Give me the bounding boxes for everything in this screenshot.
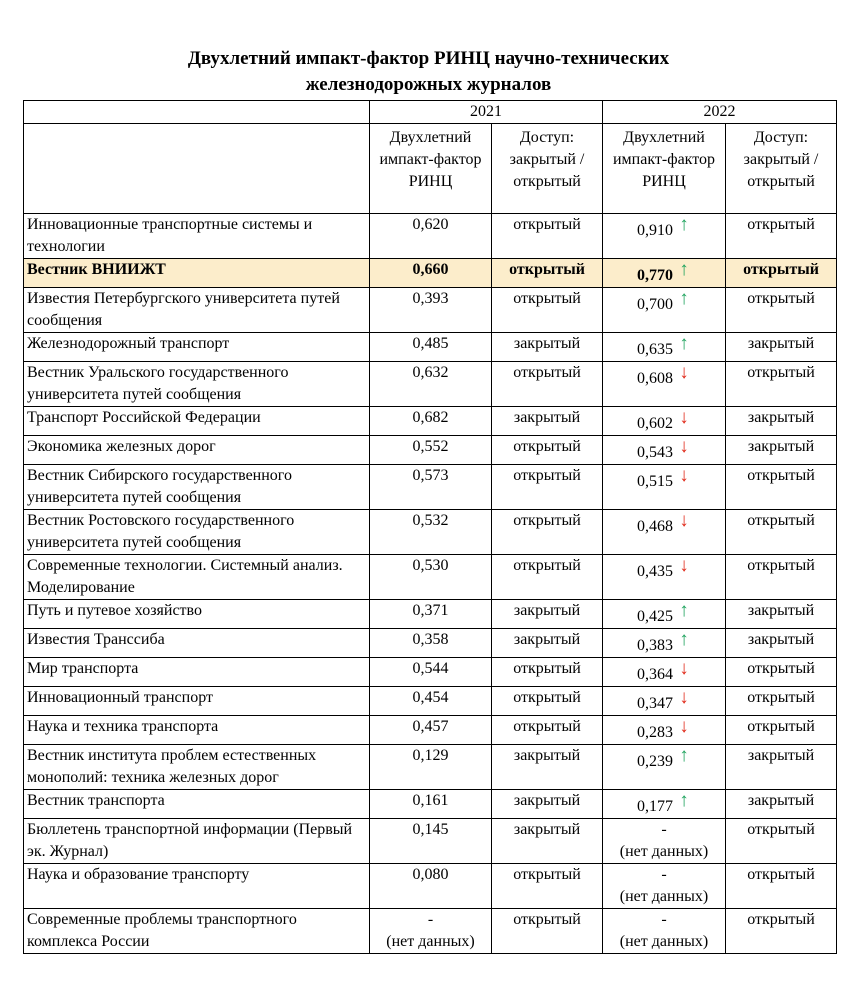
access-2021-cell (492, 407, 603, 436)
access-2022-value: закрытый (747, 792, 815, 809)
access-2021-value: открытый (513, 660, 581, 677)
if-2022-value: 0,425 (637, 608, 673, 625)
access-2022-value: открытый (747, 689, 815, 706)
access-2021-cell (492, 687, 603, 716)
journal-name: Вестник Ростовского государственного университета путей сообщения (27, 512, 295, 551)
title-line-2: железнодорожных журналов (305, 74, 552, 95)
if-2021-cell (370, 259, 492, 288)
if-2021-value: 0,620 (412, 216, 449, 233)
if-2021-header: Двухлетний импакт-фактор РИНЦ (370, 124, 492, 214)
access-2022-value: открытый (747, 364, 815, 381)
arrow-up-icon (677, 333, 691, 355)
if-2021-cell (370, 658, 492, 687)
access-2021-value: закрытый (513, 335, 581, 352)
if-2022-cell (603, 687, 726, 716)
if-2022-cell (603, 658, 726, 687)
access-2022-value: открытый (747, 467, 815, 484)
access-2021-value: открытый (513, 216, 581, 233)
if-2022-value: 0,608 (637, 370, 673, 387)
table-row (24, 790, 837, 819)
access-2021-value: открытый (513, 290, 581, 307)
if-2022-cell (603, 790, 726, 819)
table-row (24, 864, 837, 909)
if-2022-value: 0,177 (637, 798, 673, 815)
if-2022-value: 0,700 (637, 296, 673, 313)
arrow-down-icon (677, 510, 691, 532)
access-2022-value: закрытый (747, 747, 815, 764)
table-row (24, 333, 837, 362)
if-2022-cell (603, 629, 726, 658)
if-2021-cell (370, 333, 492, 362)
if-2022-value: - (661, 911, 667, 928)
journal-name-cell (24, 819, 370, 864)
journal-name-cell (24, 716, 370, 745)
access-2021-cell (492, 362, 603, 407)
if-2021-cell (370, 465, 492, 510)
journal-name-cell (24, 909, 370, 954)
access-2022-cell (726, 362, 837, 407)
access-2021-cell (492, 510, 603, 555)
access-2021-cell (492, 716, 603, 745)
empty-subheader-cell (24, 124, 370, 214)
table-row (24, 510, 837, 555)
journal-name-cell (24, 333, 370, 362)
access-2022-cell (726, 333, 837, 362)
access-2022-value: открытый (747, 866, 815, 883)
access-2021-value: открытый (513, 467, 581, 484)
if-2022-value: 0,770 (637, 267, 673, 284)
access-2022-cell (726, 600, 837, 629)
table-row (24, 436, 837, 465)
if-2021-value: 0,682 (412, 409, 449, 426)
access-2021-value: закрытый (513, 409, 581, 426)
year-2021-header: 2021 (370, 101, 603, 124)
access-2021-value: открытый (513, 911, 581, 928)
access-2022-cell (726, 407, 837, 436)
if-2022-cell (603, 259, 726, 288)
access-2022-cell (726, 510, 837, 555)
if-2022-value: 0,239 (637, 753, 673, 770)
access-2022-cell (726, 465, 837, 510)
access-2021-cell (492, 819, 603, 864)
arrow-down-icon (677, 407, 691, 429)
arrow-down-icon (677, 436, 691, 458)
if-2021-cell (370, 745, 492, 790)
journal-name-cell (24, 864, 370, 909)
if-2021-cell (370, 510, 492, 555)
access-2022-cell (726, 687, 837, 716)
access-2022-value: закрытый (747, 602, 815, 619)
if-2022-cell (603, 465, 726, 510)
if-2021-value: 0,371 (412, 602, 449, 619)
if-2022-cell (603, 510, 726, 555)
access-2021-value: открытый (513, 689, 581, 706)
arrow-down-icon (677, 658, 691, 680)
table-row (24, 362, 837, 407)
table-row (24, 909, 837, 954)
access-2021-cell (492, 909, 603, 954)
access-2022-cell (726, 629, 837, 658)
if-2021-cell (370, 864, 492, 909)
journal-name: Транспорт Российской Федерации (27, 409, 261, 426)
access-2021-value: закрытый (513, 631, 581, 648)
if-2022-cell (603, 600, 726, 629)
if-2021-cell (370, 819, 492, 864)
if-2021-value: 0,485 (412, 335, 449, 352)
journal-name-cell (24, 687, 370, 716)
no-data-note: (нет данных) (619, 843, 709, 860)
if-2021-value: 0,080 (412, 866, 449, 883)
if-2021-value: 0,552 (412, 438, 449, 455)
access-2021-value: открытый (513, 866, 581, 883)
access-2022-value: открытый (743, 261, 819, 278)
subheader-row (24, 124, 837, 214)
journals-table (23, 100, 837, 954)
journal-name: Наука и образование транспорту (27, 866, 250, 883)
if-2022-cell (603, 745, 726, 790)
table-row (24, 288, 837, 333)
access-2021-value: закрытый (513, 821, 581, 838)
arrow-up-icon (677, 259, 691, 281)
journal-name-cell (24, 259, 370, 288)
table-row (24, 214, 837, 259)
table-row (24, 716, 837, 745)
access-2021-cell (492, 745, 603, 790)
if-2021-value: 0,457 (412, 718, 449, 735)
access-2021-cell (492, 555, 603, 600)
if-2022-value: 0,347 (637, 695, 673, 712)
journal-name: Современные технологии. Системный анализ. Моделирование (27, 557, 343, 596)
access-2022-cell (726, 288, 837, 333)
access-2022-value: открытый (747, 718, 815, 735)
if-2022-cell (603, 819, 726, 864)
journal-name: Бюллетень транспортной информации (Первый эк. Журнал) (27, 821, 353, 860)
no-data-note: (нет данных) (619, 888, 709, 905)
if-2021-cell (370, 214, 492, 259)
empty-header-cell (24, 101, 370, 124)
if-2022-value: 0,635 (637, 341, 673, 358)
table-row (24, 658, 837, 687)
journal-name: Инновационный транспорт (27, 689, 213, 706)
access-2021-cell (492, 658, 603, 687)
if-2021-value: 0,145 (412, 821, 449, 838)
access-2021-cell (492, 465, 603, 510)
access-2022-value: открытый (747, 821, 815, 838)
access-2022-cell (726, 909, 837, 954)
journal-name: Наука и техника транспорта (27, 718, 219, 735)
if-2021-value: 0,129 (412, 747, 449, 764)
if-2021-cell (370, 288, 492, 333)
if-2022-header: Двухлетний импакт-фактор РИНЦ (603, 124, 726, 214)
if-2022-value: - (661, 866, 667, 883)
arrow-down-icon (677, 687, 691, 709)
if-2022-value: 0,435 (637, 563, 673, 580)
journal-name-cell (24, 790, 370, 819)
access-2022-cell (726, 864, 837, 909)
if-2022-cell (603, 362, 726, 407)
journal-name: Мир транспорта (27, 660, 139, 677)
journal-name: Современные проблемы транспортного комплекса России (27, 911, 297, 950)
access-2021-cell (492, 259, 603, 288)
if-2022-cell (603, 716, 726, 745)
if-2021-cell (370, 600, 492, 629)
table-row (24, 600, 837, 629)
access-2022-value: открытый (747, 512, 815, 529)
if-2021-value: 0,544 (412, 660, 449, 677)
journal-name: Инновационные транспортные системы и технологии (27, 216, 313, 255)
arrow-up-icon (677, 288, 691, 310)
journal-name-cell (24, 555, 370, 600)
access-2022-value: открытый (747, 216, 815, 233)
if-2022-cell (603, 555, 726, 600)
access-2022-cell (726, 745, 837, 790)
table-row (24, 259, 837, 288)
arrow-up-icon (677, 629, 691, 651)
journal-rows (24, 214, 837, 954)
access-2022-value: закрытый (747, 335, 815, 352)
if-2021-cell (370, 362, 492, 407)
journal-name: Известия Петербургского университета путей сообщения (27, 290, 340, 329)
if-2021-cell (370, 687, 492, 716)
access-2021-cell (492, 864, 603, 909)
if-2021-cell (370, 716, 492, 745)
if-2021-cell (370, 407, 492, 436)
arrow-up-icon (677, 600, 691, 622)
if-2022-value: 0,910 (637, 222, 673, 239)
journal-name-cell (24, 658, 370, 687)
access-2022-cell (726, 259, 837, 288)
if-2021-value: 0,532 (412, 512, 449, 529)
access-2022-value: открытый (747, 660, 815, 677)
if-2022-cell (603, 436, 726, 465)
access-2022-value: закрытый (747, 631, 815, 648)
access-2022-cell (726, 436, 837, 465)
arrow-down-icon (677, 362, 691, 384)
access-2022-value: закрытый (747, 438, 815, 455)
arrow-down-icon (677, 716, 691, 738)
if-2021-cell (370, 909, 492, 954)
if-2021-cell (370, 629, 492, 658)
no-data-note: (нет данных) (386, 933, 475, 950)
access-2022-cell (726, 819, 837, 864)
page-title (0, 46, 857, 98)
access-2022-value: открытый (747, 290, 815, 307)
if-2022-value: 0,383 (637, 637, 673, 654)
access-2022-cell (726, 658, 837, 687)
access-2022-cell (726, 214, 837, 259)
table-row (24, 629, 837, 658)
journal-name: Вестник ВНИИЖТ (27, 261, 166, 278)
access-2022-value: закрытый (747, 409, 815, 426)
if-2022-cell (603, 864, 726, 909)
if-2022-value: 0,283 (637, 724, 673, 741)
access-2021-value: открытый (513, 364, 581, 381)
journal-name: Известия Транссиба (27, 631, 165, 648)
arrow-up-icon (677, 214, 691, 236)
if-2021-value: 0,161 (412, 792, 449, 809)
table-row (24, 819, 837, 864)
journal-name: Экономика железных дорог (27, 438, 216, 455)
access-2021-cell (492, 629, 603, 658)
arrow-up-icon (677, 790, 691, 812)
journal-name: Вестник Уральского государственного университета путей сообщения (27, 364, 289, 403)
arrow-up-icon (677, 745, 691, 767)
journal-name-cell (24, 214, 370, 259)
if-2021-value: - (427, 911, 434, 928)
table-row (24, 407, 837, 436)
journal-name-cell (24, 407, 370, 436)
if-2022-cell (603, 288, 726, 333)
journal-name: Путь и путевое хозяйство (27, 602, 202, 619)
access-2022-cell (726, 716, 837, 745)
access-2021-cell (492, 214, 603, 259)
table-row (24, 745, 837, 790)
journal-name-cell (24, 465, 370, 510)
table-row (24, 465, 837, 510)
journal-name-cell (24, 510, 370, 555)
if-2022-cell (603, 333, 726, 362)
arrow-down-icon (677, 555, 691, 577)
if-2022-cell (603, 214, 726, 259)
if-2022-value: 0,468 (637, 518, 673, 535)
access-2021-header: Доступ: закрытый / открытый (492, 124, 603, 214)
access-2021-value: открытый (513, 512, 581, 529)
if-2021-value: 0,393 (412, 290, 449, 307)
access-2021-value: открытый (509, 261, 585, 278)
journal-name-cell (24, 600, 370, 629)
if-2022-value: 0,602 (637, 415, 673, 432)
access-2021-value: открытый (513, 557, 581, 574)
journal-name-cell (24, 745, 370, 790)
access-2021-value: открытый (513, 718, 581, 735)
if-2022-value: 0,364 (637, 666, 673, 683)
table-row (24, 687, 837, 716)
if-2022-value: 0,515 (637, 473, 673, 490)
journal-name: Вестник Сибирского государственного университета путей сообщения (27, 467, 292, 506)
access-2021-cell (492, 436, 603, 465)
if-2022-cell (603, 909, 726, 954)
no-data-note: (нет данных) (619, 933, 709, 950)
access-2021-cell (492, 600, 603, 629)
access-2021-value: закрытый (513, 602, 581, 619)
access-2022-cell (726, 790, 837, 819)
access-2021-cell (492, 790, 603, 819)
table-row (24, 555, 837, 600)
access-2022-header: Доступ: закрытый / открытый (726, 124, 837, 214)
access-2022-value: открытый (747, 557, 815, 574)
if-2022-value: 0,543 (637, 444, 673, 461)
journal-name-cell (24, 629, 370, 658)
journal-name: Вестник транспорта (27, 792, 165, 809)
year-header-row (24, 101, 837, 124)
journal-name-cell (24, 362, 370, 407)
access-2021-cell (492, 333, 603, 362)
access-2022-cell (726, 555, 837, 600)
journal-name: Вестник института проблем естественных монополий: техника железных дорог (27, 747, 317, 786)
journal-name: Железнодорожный транспорт (27, 335, 230, 352)
access-2021-value: закрытый (513, 747, 581, 764)
if-2021-value: 0,530 (412, 557, 449, 574)
if-2022-value: - (661, 821, 667, 838)
access-2021-cell (492, 288, 603, 333)
if-2021-cell (370, 436, 492, 465)
access-2022-value: открытый (747, 911, 815, 928)
year-2022-header: 2022 (603, 101, 837, 124)
if-2021-value: 0,632 (412, 364, 449, 381)
access-2021-value: открытый (513, 438, 581, 455)
journal-name-cell (24, 436, 370, 465)
arrow-down-icon (677, 465, 691, 487)
access-2021-value: закрытый (513, 792, 581, 809)
if-2021-cell (370, 790, 492, 819)
if-2021-value: 0,358 (412, 631, 449, 648)
if-2021-value: 0,660 (412, 261, 449, 278)
if-2021-cell (370, 555, 492, 600)
if-2021-value: 0,573 (412, 467, 449, 484)
journal-name-cell (24, 288, 370, 333)
if-2022-cell (603, 407, 726, 436)
title-line-1: Двухлетний импакт-фактор РИНЦ научно-технических (187, 48, 670, 69)
if-2021-value: 0,454 (412, 689, 449, 706)
